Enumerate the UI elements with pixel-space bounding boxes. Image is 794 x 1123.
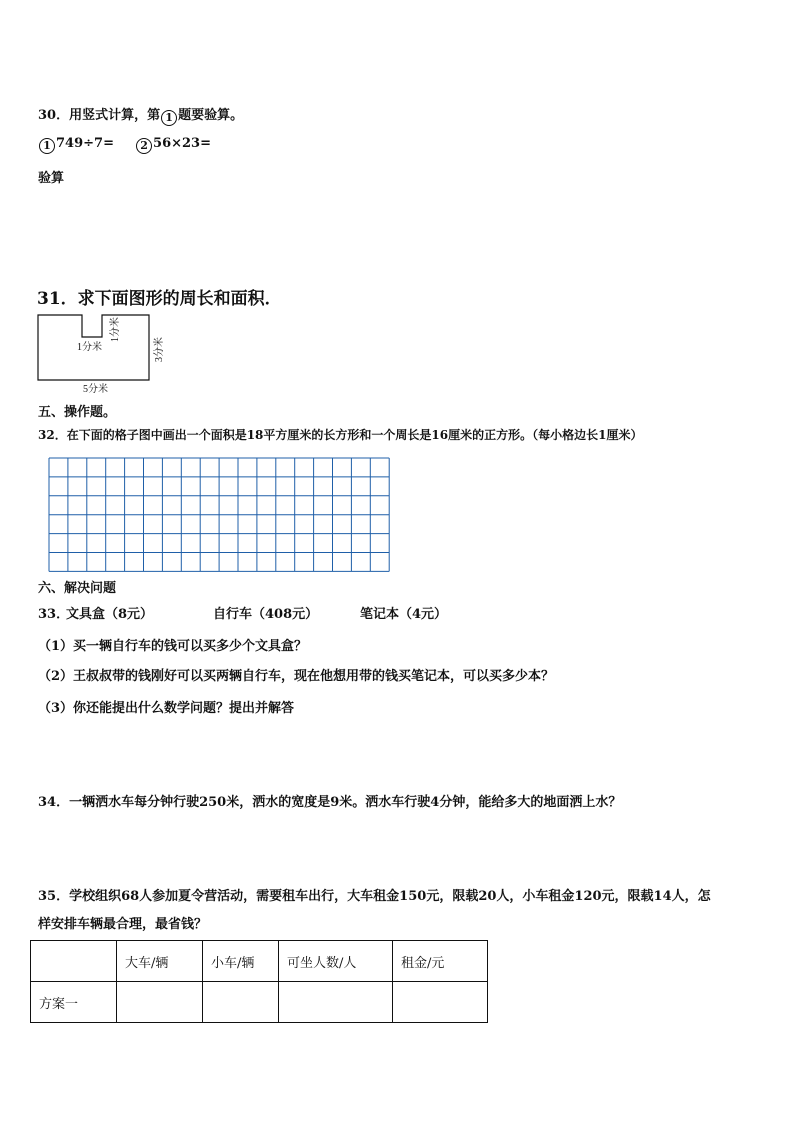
table-cell[interactable] — [279, 982, 393, 1023]
table-header-row — [31, 941, 488, 982]
q35-line2: 样安排车辆最合理，最省钱？ — [38, 917, 208, 932]
table-header-cell: 大车/辆 — [117, 941, 203, 982]
label-notch-width: 1分米 — [77, 342, 102, 353]
q33-item-bicycle: 自行车（408元） — [213, 607, 319, 622]
section-five-heading: 五、操作题。 — [38, 405, 117, 420]
q35-plan-table — [30, 940, 488, 1023]
circled-number-1: 1 — [39, 138, 55, 154]
q35-line1: 35．学校组织68人参加夏令营活动，需要租车出行，大车租金150元，限载20人，小车租金120元，限载14人，怎 — [38, 889, 711, 904]
q33-sub2: （2）王叔叔带的钱刚好可以买两辆自行车，现在他想用带的钱买笔记本，可以买多少本？ — [38, 669, 555, 684]
table-header-cell: 小车/辆 — [203, 941, 279, 982]
q30-item2: 56×23= — [153, 136, 211, 151]
table-header-cell — [31, 941, 117, 982]
square-grid — [48, 457, 390, 575]
circled-number-1: 1 — [161, 110, 177, 126]
table-cell[interactable] — [203, 982, 279, 1023]
label-bottom: 5分米 — [83, 384, 108, 395]
table-cell[interactable] — [117, 982, 203, 1023]
q34-text: 34．一辆洒水车每分钟行驶250米，洒水的宽度是9米。洒水车行驶4分钟，能给多大的地面洒上水？ — [38, 795, 622, 810]
q31-title: 31．求下面图形的周长和面积． — [37, 289, 282, 309]
circled-number-2: 2 — [136, 138, 152, 154]
label-height: 3分米 — [154, 337, 165, 362]
q30-title — [38, 104, 243, 126]
q32-title: 32．在下面的格子图中画出一个面积是18平方厘米的长方形和一个周长是16厘米的正方形。（每小格边长1厘米） — [38, 428, 643, 442]
q31-shape-figure — [36, 312, 186, 402]
q30-check-label: 验算 — [38, 171, 65, 186]
table-header-cell: 可坐人数/人 — [279, 941, 393, 982]
section-six-heading: 六、解决问题 — [38, 581, 117, 596]
q30-item1: 749÷7= — [56, 136, 114, 151]
q33-sub1: （1）买一辆自行车的钱可以买多少个文具盒？ — [38, 639, 308, 654]
q33-item-notebook: 笔记本（4元） — [360, 607, 448, 622]
q33-item-pencil-box: 文具盒（8元） — [66, 607, 154, 622]
table-cell[interactable] — [393, 982, 488, 1023]
label-notch-depth: 1分米 — [110, 317, 121, 342]
q33-number: 33． — [38, 607, 70, 622]
table-cell: 方案一 — [31, 982, 117, 1023]
q30-title-suffix: 题要验算。 — [178, 108, 244, 123]
table-header-cell: 租金/元 — [393, 941, 488, 982]
q30-title-prefix: 30．用竖式计算，第 — [38, 108, 161, 123]
q33-sub3: （3）你还能提出什么数学问题？提出并解答 — [38, 701, 295, 716]
table-row — [31, 982, 488, 1023]
q30-items — [38, 136, 211, 154]
